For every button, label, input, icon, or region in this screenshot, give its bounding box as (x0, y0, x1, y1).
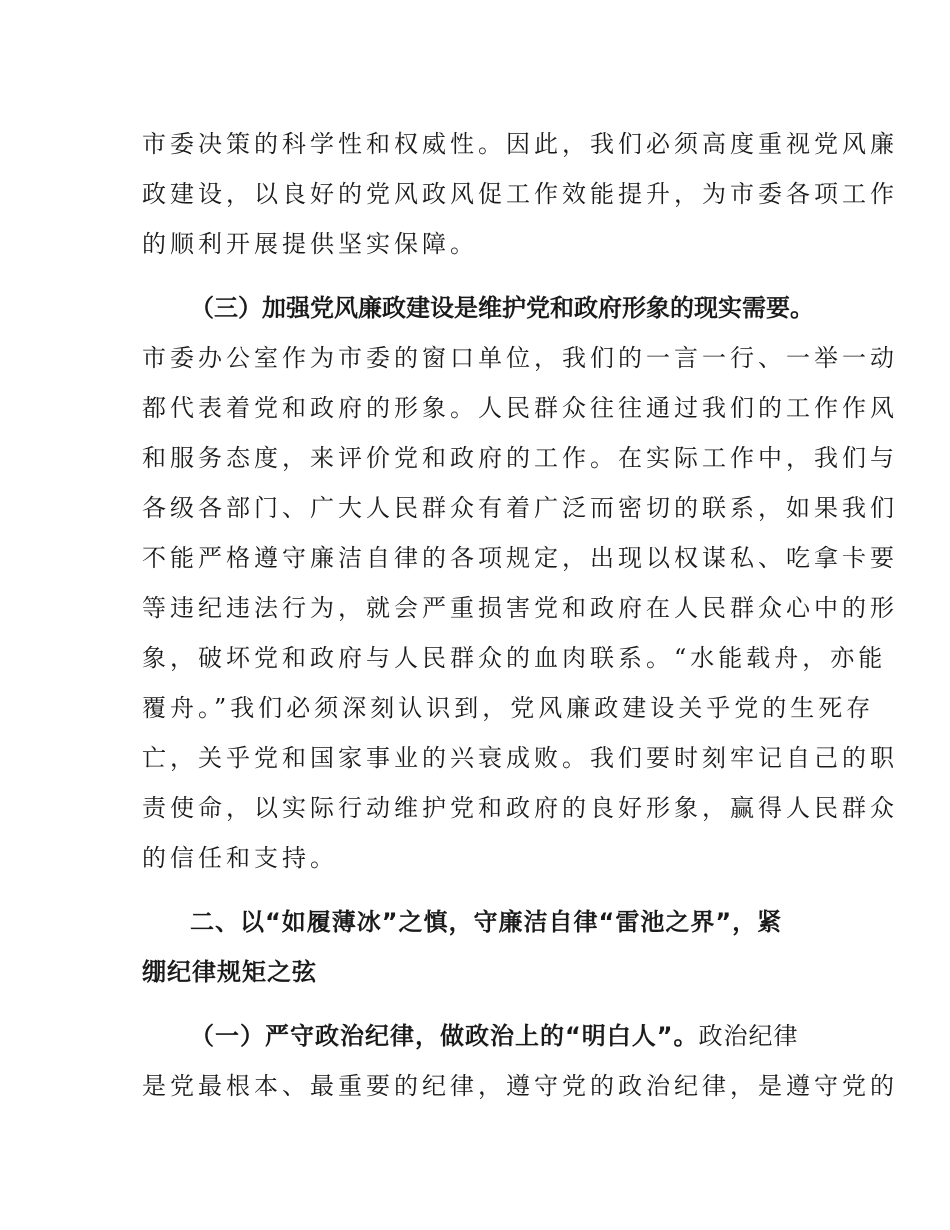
paragraph-line: 和服务态度，来评价党和政府的工作。在实际工作中，我们与 (142, 444, 898, 472)
paragraph-line: 责使命，以实际行动维护党和政府的良好形象，赢得人民群众 (142, 794, 898, 822)
paragraph-line: 各级各部门、广大人民群众有着广泛而密切的联系，如果我们 (142, 494, 898, 522)
paragraph-line: 不能严格遵守廉洁自律的各项规定，出现以权谋私、吃拿卡要 (142, 544, 898, 572)
paragraph-line: 市委决策的科学性和权威性。因此，我们必须高度重视党风廉 (142, 130, 898, 158)
paragraph-line: 象，破坏党和政府与人民群众的血肉联系。“水能载舟，亦能 (142, 644, 887, 672)
paragraph-line: 等违纪违法行为，就会严重损害党和政府在人民群众心中的形 (142, 594, 898, 622)
part-heading-2-continued: 绷纪律规矩之弦 (142, 958, 317, 986)
part-heading-2: 二、以“如履薄冰”之慎，守廉洁自律“雷池之界”，紧 (190, 908, 783, 936)
section-heading-1-line (190, 1020, 870, 1054)
paragraph-line: 政建设，以良好的党风政风促工作效能提升，为市委各项工作 (142, 180, 898, 208)
paragraph-line: 市委办公室作为市委的窗口单位，我们的一言一行、一举一动 (142, 344, 898, 372)
section-heading-1-tail: 政治纪律 (698, 1022, 799, 1050)
paragraph-line: 的顺利开展提供坚实保障。 (142, 230, 478, 258)
paragraph-line: 是党最根本、最重要的纪律，遵守党的政治纪律，是遵守党的 (142, 1072, 898, 1100)
paragraph-line: 都代表着党和政府的形象。人民群众往往通过我们的工作作风 (142, 394, 898, 422)
section-heading-1: （一）严守政治纪律，做政治上的“明白人”。 (190, 1022, 699, 1050)
paragraph-line: 亡，关乎党和国家事业的兴衰成败。我们要时刻牢记自己的职 (142, 744, 898, 772)
paragraph-line: 的信任和支持。 (142, 844, 338, 872)
section-heading-3: （三）加强党风廉政建设是维护党和政府形象的现实需要。 (190, 294, 814, 322)
paragraph-line: 覆舟。”我们必须深刻认识到，党风廉政建设关乎党的生死存 (142, 694, 875, 722)
